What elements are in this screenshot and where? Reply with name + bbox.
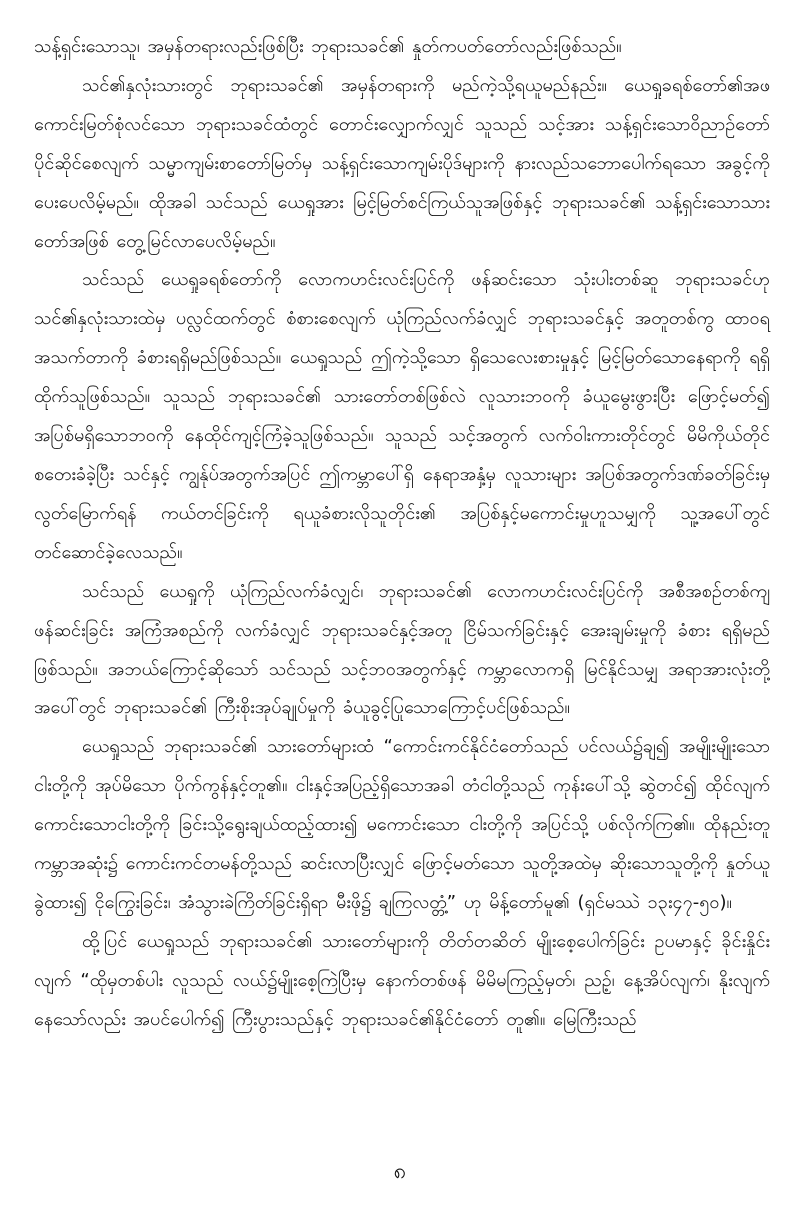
- body-text: [34, 28, 770, 1040]
- paragraph-1: သန့်ရှင်းသောသူ၊ အမှန်တရားလည်းဖြစ်ပြီး ဘုရားသခင်၏ နှုတ်ကပတ်တော်လည်းဖြစ်သည်။: [34, 36, 622, 57]
- paragraph-3: သင်သည် ယေရှုခရစ်တော်ကို လောကဟင်းလင်းပြင်ကို ဖန်ဆင်းသော သုံးပါးတစ်ဆူ ဘုရားသခင်ဟု သင်၏နှလုံးသားထဲမှ ပလ္လင်ထက်တွင် စံစားစေလျက် ယုံကြည်လက်ခံလျှင် ဘုရားသခင်နှင့် အတူတစ်ကွ ထာဝရအသက်တာကို ခံစားရရှိမည်ဖြစ်သည်။ ယေရှုသည် ဤကဲ့သို့သော ရှိသေလေးစားမှုနှင့် မြင့်မြတ်သောနေရာကို ရရှိထိုက်သူဖြစ်သည်။ သူသည် ဘုရားသခင်၏ သားတော်တစ်ဖြစ်လဲ လူသားဘဝကို ခံယူမွေးဖွားပြီး ဖြောင့်မတ်၍ အပြစ်မရှိသောဘဝကို နေထိုင်ကျင့်ကြံခဲ့သူဖြစ်သည်။ သူသည် သင့်အတွက် လက်ဝါးကားတိုင်တွင် မိမိကိုယ်တိုင် စတေးခံခဲ့ပြီး သင်နှင့် ကျွန်ုပ်အတွက်အပြင် ဤကမ္ဘာပေါ်ရှိ နေရာအနှံ့မှ လူသားများ အပြစ်အတွက်ဒဏ်ခတ်ခြင်းမှ လွတ်မြောက်ရန် ကယ်တင်ခြင်းကို ရယူခံစားလိုသူတိုင်း၏ အပြစ်နှင့်မကောင်းမှုဟူသမျှကို သူ့အပေါ်တွင် တင်ဆောင်ခဲ့လေသည်။: [34, 269, 770, 563]
- page-number: ၈: [393, 1159, 407, 1184]
- paragraph-2: သင်၏နှလုံးသားတွင် ဘုရားသခင်၏ အမှန်တရားကို မည်ကဲ့သို့ရယူမည်နည်း။ ယေရှုခရစ်တော်၏အဖ ကောင်းမြတ်စုံလင်သော ဘုရားသခင်ထံတွင် တောင်းလျှောက်လျှင် သူသည် သင့်အား သန့်ရှင်းသောဝိညာဉ်တော် ပိုင်ဆိုင်စေလျက် သမ္မာကျမ်းစာတော်မြတ်မှ သန့်ရှင်းသောကျမ်းပိုဒ်များကို နားလည်သဘောပေါက်ရသော အခွင့်ကို ပေးပေလိမ့်မည်။ ထိုအခါ သင်သည် ယေရှုအား မြင့်မြတ်စင်ကြယ်သူအဖြစ်နှင့် ဘုရားသခင်၏ သန့်ရှင်းသောသားတော်အဖြစ် တွေ့မြင်လာပေလိမ့်မည်။: [34, 74, 770, 252]
- paragraph-5: ယေရှုသည် ဘုရားသခင်၏ သားတော်များထံ “ကောင်းကင်နိုင်ငံတော်သည် ပင်လယ်၌ချ၍ အမျိုးမျိုးသောငါးတို့ကို အုပ်မိသော ပိုက်ကွန်နှင့်တူ၏။ ငါးနှင့်အပြည့်ရှိသောအခါ တံငါတို့သည် ကုန်းပေါ်သို့ ဆွဲတင်၍ ထိုင်လျက် ကောင်းသောငါးတို့ကို ခြင်းသို့ရွေးချယ်ထည့်ထား၍ မကောင်းသော ငါးတို့ကို အပြင်သို့ ပစ်လိုက်ကြ၏။ ထိုနည်းတူ ကမ္ဘာအဆုံး၌ ကောင်းကင်တမန်တို့သည် ဆင်းလာပြီးလျှင် ဖြောင့်မတ်သော သူတို့အထဲမှ ဆိုးသောသူတို့ကို နှုတ်ယူခွဲထား၍ ငိုကြွေးခြင်း၊ အံသွားခဲကြိတ်ခြင်းရှိရာ မီးဖို၌ ချကြလတ္တံ့” ဟု မိန့်တော်မူ၏ (ရှင်မဿဲ ၁၃း၄၇-၅၀)။: [34, 736, 770, 913]
- paragraph-4: သင်သည် ယေရှုကို ယုံကြည်လက်ခံလျှင်၊ ဘုရားသခင်၏ လောကဟင်းလင်းပြင်ကို အစီအစဉ်တစ်ကျ ဖန်ဆင်းခြင်း အကြံအစည်ကို လက်ခံလျှင် ဘုရားသခင်နှင့်အတူ ငြိမ်သက်ခြင်းနှင့် အေးချမ်းမှုကို ခံစား ရရှိမည်ဖြစ်သည်။ အဘယ်ကြောင့်ဆိုသော် သင်သည် သင့်ဘဝအတွက်နှင့် ကမ္ဘာလောကရှိ မြင်နိုင်သမျှ အရာအားလုံးတို့အပေါ်တွင် ဘုရားသခင်၏ ကြီးစိုးအုပ်ချုပ်မှုကို ခံယူခွင့်ပြုသောကြောင့်ပင်ဖြစ်သည်။: [34, 580, 770, 719]
- paragraph-6: ထို့ပြင် ယေရှုသည် ဘုရားသခင်၏ သားတော်များကို တိတ်တဆိတ် မျိုးစေ့ပေါက်ခြင်း ဥပမာနှင့် ခိုင်းနှိုင်းလျက် “ထိုမှတစ်ပါး လူသည် လယ်၌မျိုးစေ့ကြဲပြီးမှ နောက်တစ်ဖန် မိမိမကြည့်မှတ်၊ ညဉ့်၊ နေ့အိပ်လျက်၊ နိုးလျက်နေသော်လည်း အပင်ပေါက်၍ ကြီးပွားသည်နှင့် ဘုရားသခင်၏နိုင်ငံတော် တူ၏။ မြေကြီးသည်: [34, 930, 770, 1030]
